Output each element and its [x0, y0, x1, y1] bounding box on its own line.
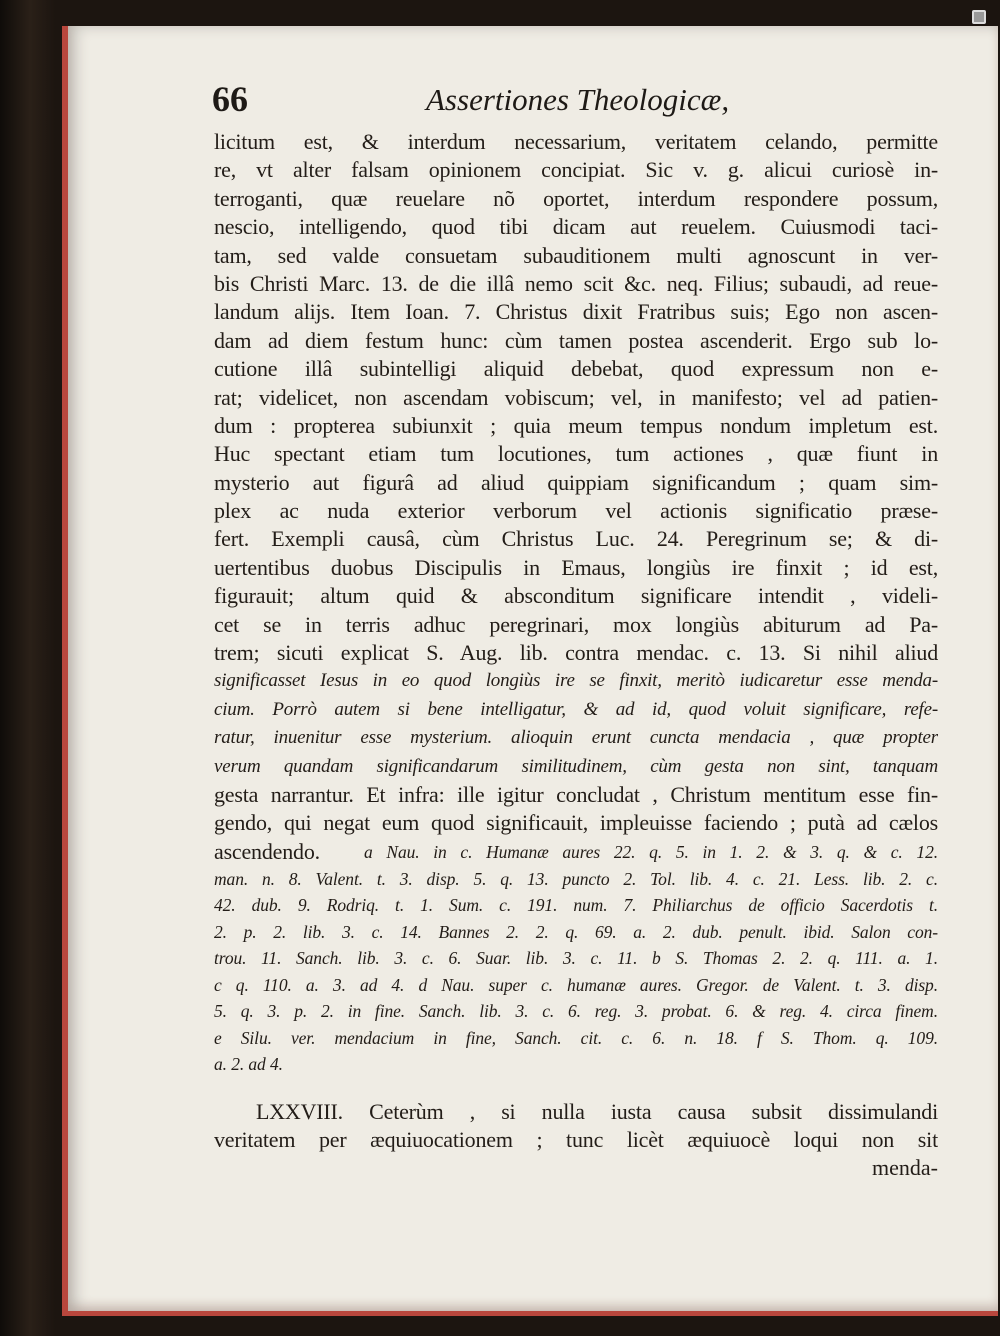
- page-text: [214, 128, 938, 1182]
- running-title: Assertiones Theologicæ,: [426, 82, 730, 117]
- body-line: ascendendo.: [214, 838, 320, 864]
- footnote-line: a. 2. ad 4.: [214, 1054, 283, 1075]
- quotation-line: cium. Porrò autem si bene intelligatur, & ad id, quod voluit significare, refe-: [214, 698, 938, 720]
- body-line: rat; videlicet, non ascendam vobiscum; vel, in manifesto; vel ad patien-: [214, 384, 938, 410]
- body-line: dam ad diem festum hunc: cùm tamen postea ascenderit. Ergo sub lo-: [214, 327, 938, 353]
- footnote-line: 2. p. 2. lib. 3. c. 14. Bannes 2. 2. q. 69. a. 2. dub. penult. ibid. Salon con-: [214, 921, 938, 942]
- footnote-line: e Silu. ver. mendacium in fine, Sanch. cit. c. 6. n. 18. f S. Thom. q. 109.: [214, 1027, 938, 1048]
- footnote-line: man. n. 8. Valent. t. 3. disp. 5. q. 13. puncto 2. Tol. lib. 4. c. 21. Less. lib. 2. c.: [214, 868, 938, 889]
- body-line: gendo, qui negat eum quod significauit, impleuisse faciendo ; putà ad cælos: [214, 810, 938, 836]
- body-line: LXXVIII. Ceterùm , si nulla iusta causa subsit dissimulandi: [256, 1098, 938, 1124]
- body-line: mysterio aut figurâ ad aliud quippiam significandum ; quam sim-: [214, 469, 938, 495]
- body-line: cet se in terris adhuc peregrinari, mox longiùs abiturum ad Pa-: [214, 611, 938, 637]
- quotation-line: ratur, inuenitur esse mysterium. alioquin erunt cuncta mendacia , quæ propter: [214, 727, 938, 749]
- body-paragraph: [214, 128, 938, 866]
- body-line: Huc spectant etiam tum locutiones, tum actiones , quæ fiunt in: [214, 441, 938, 467]
- catchword: menda-: [872, 1155, 938, 1181]
- body-line: plex ac nuda exterior verborum vel actionis significatio præse-: [214, 498, 938, 524]
- page-number: 66: [212, 79, 248, 119]
- next-paragraph: [214, 1098, 938, 1183]
- body-line: veritatem per æquiuocationem ; tunc licèt æquiuocè loqui non sit: [214, 1127, 938, 1153]
- body-line: landum alijs. Item Ioan. 7. Christus dixit Fratribus suis; Ego non ascen-: [214, 299, 938, 325]
- footnote-line: a Nau. in c. Humanæ aures 22. q. 5. in 1. 2. & 3. q. & c. 12.: [364, 842, 938, 863]
- body-line: trem; sicuti explicat S. Aug. lib. contra mendac. c. 13. Si nihil aliud: [214, 640, 938, 666]
- body-line: licitum est, & interdum necessarium, veritatem celando, permitte: [214, 129, 938, 154]
- scan-corner-mark: [972, 10, 986, 24]
- footnotes-continued: [214, 866, 938, 1078]
- footnote-line: trou. 11. Sanch. lib. 3. c. 6. Suar. lib. 3. c. 11. b S. Thomas 2. 2. q. 111. a. 1.: [214, 948, 938, 969]
- footnote-line: c q. 110. a. 3. ad 4. d Nau. super c. humanæ aures. Gregor. de Valent. t. 3. disp.: [214, 974, 938, 995]
- body-line: re, vt alter falsam opinionem concipiat. Sic v. g. alicui curiosè in-: [214, 157, 938, 183]
- page-header: [212, 78, 772, 122]
- quotation-line: verum quandam significandarum similitudinem, cùm gesta non sint, tanquam: [214, 755, 938, 777]
- body-line: figurauit; altum quid & absconditum significare intendit , videli-: [214, 583, 938, 609]
- footnotes: [214, 839, 938, 866]
- body-line: dum : propterea subiunxit ; quia meum tempus nondum impletum est.: [214, 412, 938, 438]
- body-line: uertentibus duobus Discipulis in Emaus, longiùs ire finxit ; id est,: [214, 554, 938, 580]
- body-line: tam, sed valde consuetam subauditionem multi agnoscunt in ver-: [214, 242, 938, 268]
- body-line: gesta narrantur. Et infra: ille igitur concludat , Christum mentitum esse fin-: [214, 781, 938, 807]
- body-line: fert. Exempli causâ, cùm Christus Luc. 24. Peregrinum se; & di-: [214, 526, 938, 552]
- body-line: terroganti, quæ reuelare nõ oportet, interdum respondere possum,: [214, 185, 938, 211]
- footnote-line: 5. q. 3. p. 2. in fine. Sanch. lib. 3. c. 6. reg. 3. probat. 6. & reg. 4. circa finem.: [214, 1001, 938, 1022]
- body-line: cutione illâ subintelligi aliquid debebat, quod expressum non e-: [214, 356, 938, 382]
- body-line: bis Christi Marc. 13. de die illâ nemo scit &c. neq. Filius; subaudi, ad reue-: [214, 270, 938, 296]
- footnote-line: 42. dub. 9. Rodriq. t. 1. Sum. c. 191. num. 7. Philiarchus de officio Sacerdotis t.: [214, 895, 938, 916]
- body-line: nescio, intelligendo, quod tibi dicam aut reuelem. Cuiusmodi taci-: [214, 214, 938, 240]
- quotation-line: significasset Iesus in eo quod longiùs ire se finxit, meritò iudicaretur esse menda-: [214, 670, 938, 692]
